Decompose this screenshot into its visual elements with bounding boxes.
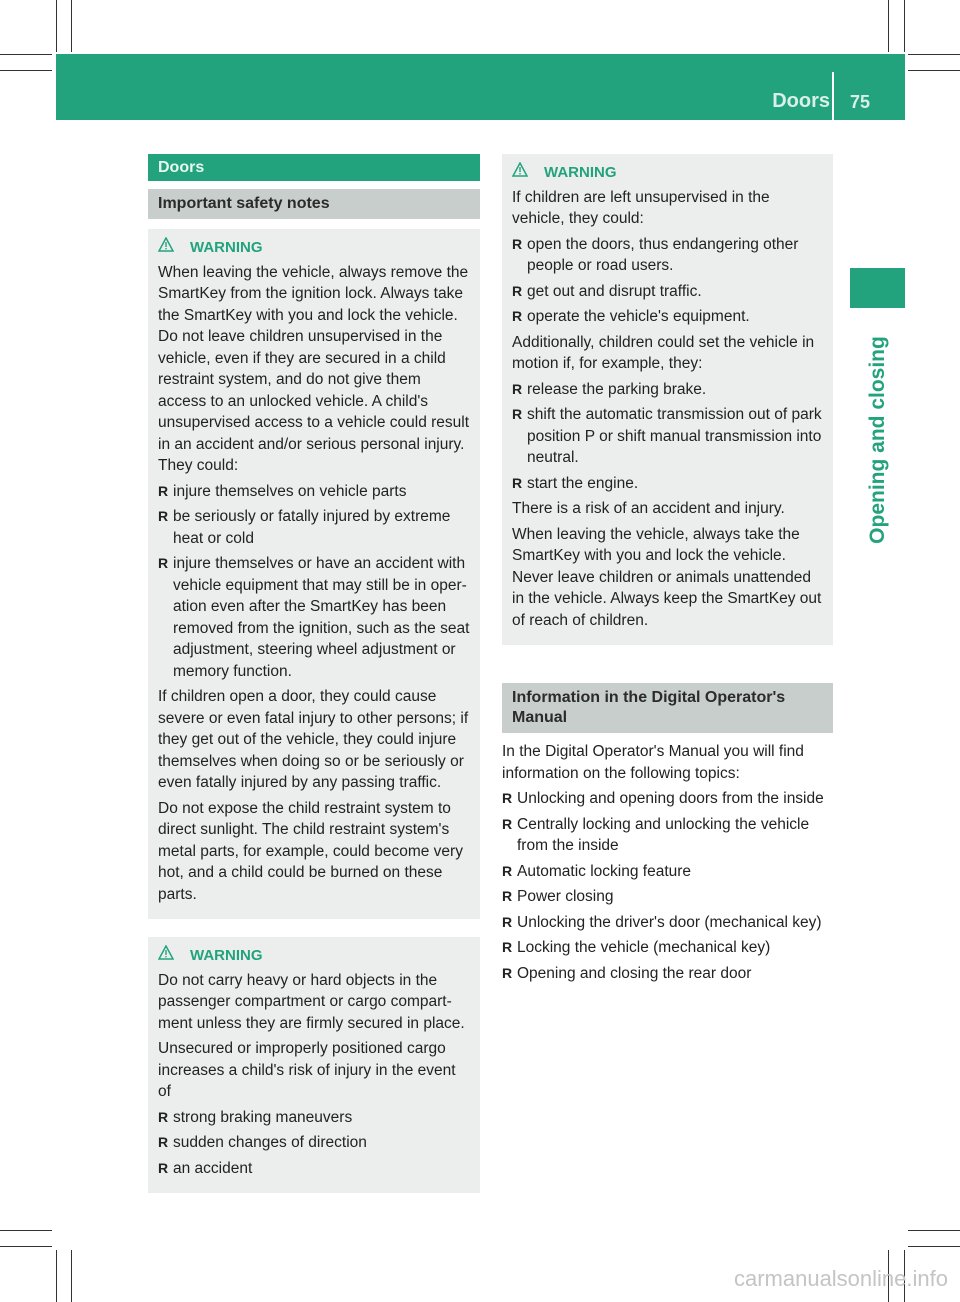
list-item: R release the parking brake. [512,379,824,401]
crop-mark [888,0,889,52]
warning-bullet-list [158,481,471,683]
bullet-icon: R [158,508,169,524]
bullet-icon: R [512,282,523,299]
list-item: R injure themselves or have an accident with vehicle equipment that may still be in oper- ation even after the SmartKey has been removed from the ignition, such as the seat adjustment, steering wheel adjustment or memory function. [158,555,470,680]
bullet-icon: R [512,406,523,422]
crop-mark [908,54,960,55]
bullet-icon: R [502,964,513,981]
bullet-icon: R [158,1108,169,1125]
list-item: R sudden changes of direction [158,1132,471,1154]
list-item: R strong braking maneuvers [158,1107,471,1129]
bullet-icon: R [158,555,169,571]
warning-box [502,154,833,645]
warning-text: When leaving the vehicle, always take the SmartKey with you and lock the vehicle. Never leave children or animals unattended in the vehicle. Always keep the SmartKey out of reach of children. [512,525,822,629]
warning-label: WARNING [544,164,617,181]
bullet-icon: R [158,1159,169,1176]
crop-mark [71,0,72,52]
watermark: carmanualsonline.info [733,1266,948,1291]
warning-heading [512,162,824,184]
bullet-icon: R [502,888,513,904]
warning-text: There is a risk of an accident and injury. [512,500,785,517]
bullet-icon: R [512,380,523,397]
crop-mark [908,1230,960,1231]
warning-text: Do not carry heavy or hard objects in the passenger compartment or cargo compart- ment unless they are firmly secured in place. [158,971,465,1032]
warning-label: WARNING [190,239,263,256]
list-item: R Unlocking and opening doors from the inside [502,788,833,810]
list-item: R get out and disrupt traffic. [512,281,824,303]
bullet-icon: R [502,913,513,930]
chapter-tab-label: Opening and closing [866,336,889,544]
warning-text: When leaving the vehicle, always remove the SmartKey from the ignition lock. Always take the SmartKey with you and lock the vehicle. Do not leave children unsupervised in the vehicle, even if they are secured in a child restraint system, and do not give them access to an unlocked vehicle. A child's unsupervised access to a vehicle could result in an accident and/or serious personal injury. They could: [158,263,470,474]
left-column [148,154,480,1193]
section-title: Doors [148,154,480,181]
list-item: R Locking the vehicle (mechanical key) [502,937,833,959]
list-item: R an accident [158,1158,471,1180]
crop-mark [0,1230,52,1231]
list-item: R Opening and closing the rear door [502,963,833,985]
list-item: R operate the vehicle's equipment. [512,306,824,328]
info-section [502,741,833,984]
warning-box [148,229,480,919]
list-item: R Automatic locking feature [502,861,833,883]
warning-bullet-list [512,379,824,495]
bullet-icon: R [512,308,523,324]
list-item: R Unlocking the driver's door (mechanical key) [502,912,833,934]
crop-mark [908,1246,960,1247]
list-item: R injure themselves on vehicle parts [158,481,471,503]
subsection-title: Important safety notes [148,189,480,219]
warning-triangle-icon [158,237,180,259]
list-item: R open the doors, thus endangering other people or road users. [512,235,799,274]
bullet-icon: R [158,482,169,499]
bullet-icon: R [158,1134,169,1150]
bullet-icon: R [502,815,513,832]
header-title: Doors [772,90,830,112]
bullet-icon: R [512,474,523,491]
bullet-icon: R [502,939,513,955]
warning-triangle-icon [512,162,534,184]
crop-mark [908,70,960,71]
list-item: R Power closing [502,886,833,908]
crop-mark [56,0,57,52]
bullet-icon: R [512,235,523,252]
bullet-icon: R [502,790,513,806]
page-number: 75 [850,92,871,112]
crop-mark [904,0,905,52]
warning-text: Do not expose the child restraint system to direct sunlight. The child restraint system's metal parts, for example, could become very hot, and a child could be burned on these parts. [158,799,463,903]
right-column [502,154,833,988]
warning-triangle-icon [158,945,180,967]
warning-box [148,937,480,1193]
warning-bullet-list [512,234,824,328]
crop-mark [0,1246,52,1247]
info-bullet-list [502,788,833,984]
chapter-tab-marker [850,268,905,308]
subsection-title: Information in the Digital Operator's Manual [502,683,833,733]
warning-bullet-list [158,1107,471,1180]
list-item: R start the engine. [512,473,824,495]
warning-label: WARNING [190,947,263,964]
crop-mark [0,70,52,71]
header-divider [832,72,834,120]
crop-mark [0,54,52,55]
warning-text: If children are left unsupervised in the vehicle, they could: [512,188,770,227]
warning-text: Unsecured or improperly positioned cargo increases a child's risk of injury in the event of [158,1040,456,1100]
list-item: R Centrally locking and unlocking the vehicle from the inside [502,815,810,854]
warning-heading [158,237,471,259]
crop-mark [71,1250,72,1302]
list-item: R shift the automatic transmission out of park position P or shift manual transmission into neutral. [512,406,822,466]
warning-text: If children open a door, they could cause severe or even fatal injury to other persons; if they get out of the vehicle, they could injure themselves when doing so or be seriously or even fatally injured by any passing traffic. [158,688,469,791]
warning-text: Additionally, children could set the vehicle in motion if, for example, they: [512,333,815,372]
bullet-icon: R [502,862,513,879]
warning-heading [158,945,471,967]
info-intro: In the Digital Operator's Manual you will find information on the following topics: [502,743,804,782]
list-item: R be seriously or fatally injured by extreme heat or cold [158,508,451,547]
crop-mark [56,1250,57,1302]
